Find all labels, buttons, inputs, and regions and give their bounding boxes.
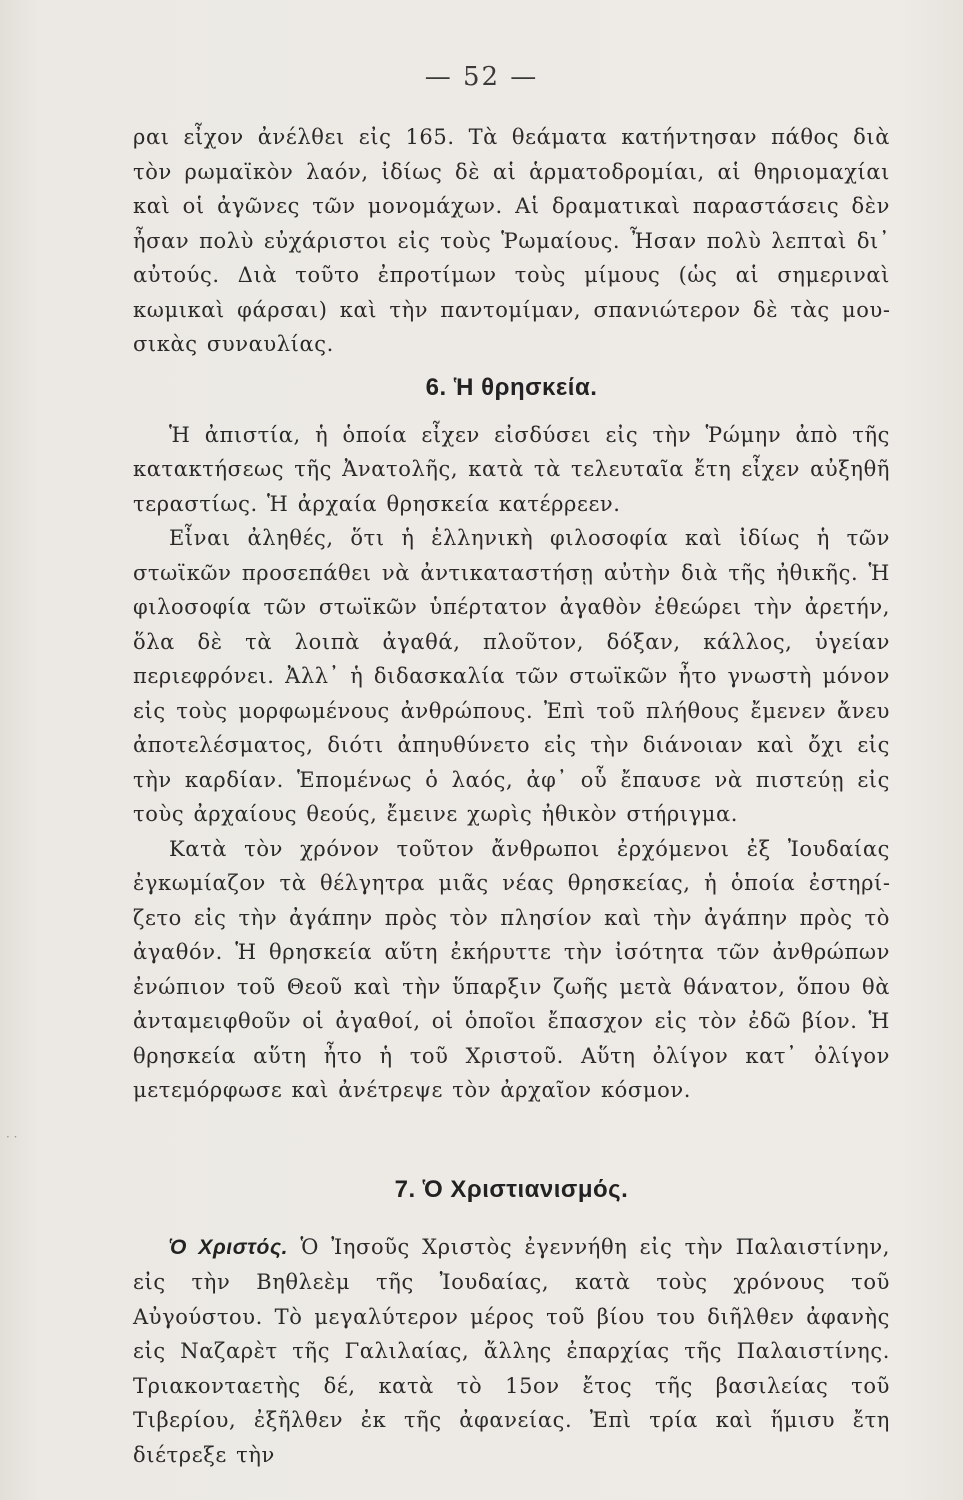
christ-lead-in: Ὁ Χριστός. [169, 1235, 289, 1259]
christianity-paragraph [133, 1230, 890, 1473]
section-heading-religion: 6. Ἡ θρησκεία. [425, 373, 598, 401]
religion-paragraph-2: Εἶναι ἀληθές, ὅτι ἡ ἑλληνικὴ φιλοσοφία καὶ ἰδίως ἡ τῶν στωϊκῶν προσεπάθει νὰ ἀντικαταστήσῃ αὐτὴν διὰ τῆς ἠθικῆς. Ἡ φιλοσοφία τῶν στωϊκῶν ὑπέρτατον ἀγαθὸν ἐθεώρει τὴν ἀρετήν, ὅλα δὲ τὰ λοιπὰ ἀγαθά, πλοῦτον, δόξαν, κάλλος, ὑγείαν περιεφρόνει. Ἀλλ᾽ ἡ διδασκαλία τῶν στωϊκῶν ἦτο γνωστὴ μόνον εἰς τοὺς μορφωμένους ἀνθρώπους. Ἐπὶ τοῦ πλήθους ἔμενεν ἄνευ ἀποτελέσματος, διότι ἀπηυθύνετο εἰς τὴν διάνοιαν καὶ ὄχι εἰς τὴν καρδίαν. Ἑπομένως ὁ λαός, ἀφ᾽ οὗ ἔπαυσε νὰ πιστεύῃ εἰς τοὺς ἀρχαίους θεούς, ἔμεινε χωρὶς ἠθικὸν στήριγμα. [133, 526, 890, 826]
text-column [133, 120, 890, 1472]
page-number: — 52 — [424, 62, 539, 92]
religion-paragraph-3: Κατὰ τὸν χρόνον τοῦτον ἄνθρωποι ἐρχόμενοι ἐξ Ἰουδαίας ἐγκωμίαζον τὰ θέλγητρα μιᾶς νέας θρησκείας, ἡ ὁποία ἐστηρίζετο εἰς τὴν ἀγάπην πρὸς τὸν πλησίον καὶ τὴν ἀγάπην πρὸς τὸ ἀγαθόν. Ἡ θρησκεία αὕτη ἐκήρυττε τὴν ἰσότητα τῶν ἀνθρώπων ἐνώπιον τοῦ Θεοῦ καὶ τὴν ὕπαρξιν ζωῆς μετὰ θάνατον, ὅπου θὰ ἀνταμειφθοῦν οἱ ἀγαθοί, οἱ ὁποῖοι ἔπασχον εἰς τὸν ἐδῶ βίον. Ἡ θρησκεία αὕτη ἦτο ἡ τοῦ Χριστοῦ. Αὕτη ὀλίγον κατ᾽ ὀλίγον μετεμόρφωσε καὶ ἀνέτρεψε τὸν ἀρχαῖον κόσμον. [133, 836, 890, 1102]
margin-mark: · · [6, 1130, 18, 1144]
christianity-text: Ὁ Ἰησοῦς Χριστὸς ἐγεννήθη εἰς τὴν Παλαιστίνην, εἰς τὴν Βηθλεὲμ τῆς Ἰουδαίας, κατὰ τοὺς χρόνους τοῦ Αὐγούστου. Τὸ μεγαλύτερον μέρος τοῦ βίου του διῆλθεν ἀφανὴς εἰς Ναζαρὲτ τῆς Γαλιλαίας, ἄλλης ἐπαρχίας τῆς Παλαιστίνης. Τριακονταετὴς δέ, κατὰ τὸ 15ον ἔτος τῆς βασιλείας τοῦ Τιβερίου, ἐξῆλθεν ἐκ τῆς ἀφανείας. Ἐπὶ τρία καὶ ἥμισυ ἔτη διέτρεξε τὴν [133, 1234, 891, 1467]
section-heading-christianity: 7. Ὁ Χριστιανισμός. [394, 1175, 629, 1203]
intro-paragraph: ραι εἶχον ἀνέλθει εἰς 165. Τὰ θεάματα κατήντησαν πάθος διὰ τὸν ρωμαϊκὸν λαόν, ἰδίως δὲ αἱ ἁρματοδρομίαι, αἱ θηριομαχίαι καὶ οἱ ἀγῶνες τῶν μονομάχων. Αἱ δραματικαὶ παραστάσεις δὲν ἦσαν πολὺ εὐχάριστοι εἰς τοὺς Ῥωμαίους. Ἦσαν πολὺ λεπταὶ δι᾽ αὐτούς. Διὰ τοῦτο ἐπροτίμων τοὺς μίμους (ὡς αἱ σημεριναὶ κωμικαὶ φάρσαι) καὶ τὴν παντομίμαν, σπανιώτερον δὲ τὰς μουσικὰς συναυλίας. [133, 125, 890, 356]
religion-paragraph-1: Ἡ ἀπιστία, ἡ ὁποία εἶχεν εἰσδύσει εἰς τὴν Ῥώμην ἀπὸ τῆς κατακτήσεως τῆς Ἀνατολῆς, κατὰ τὰ τελευταῖα ἔτη εἶχεν αὐξηθῆ τεραστίως. Ἡ ἀρχαία θρησκεία κατέρρεεν. [133, 422, 890, 516]
